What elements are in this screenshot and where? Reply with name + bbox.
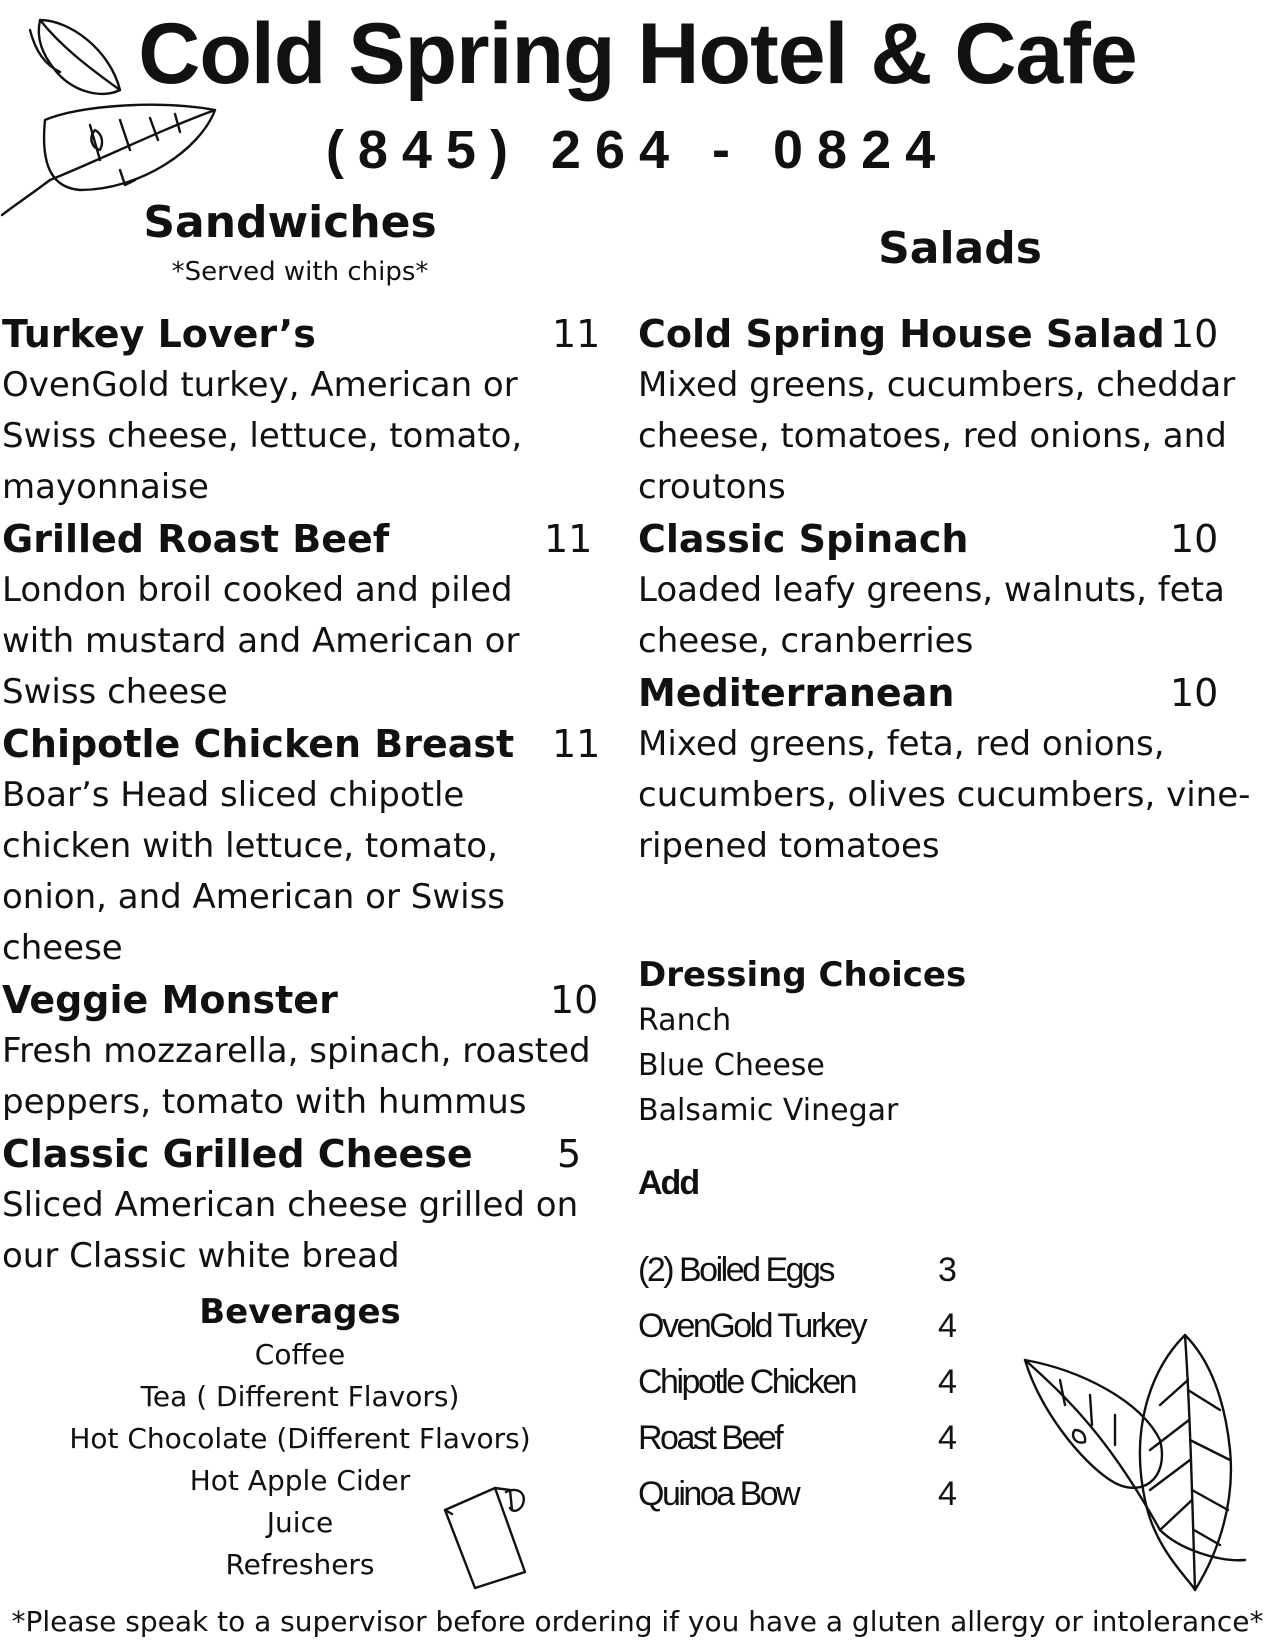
menu-item-mediterranean (638, 667, 1258, 872)
beverage-item: Hot Chocolate (Different Flavors) (69, 1422, 531, 1455)
pitcher-icon (440, 1480, 550, 1590)
add-on-item (638, 1410, 1038, 1466)
add-ons-section (638, 1158, 1038, 1522)
salads-list (638, 308, 1258, 872)
allergy-note: *Please speak to a supervisor before ordering if you have a gluten allergy or intolerance* (11, 1605, 1264, 1638)
add-on-item (638, 1298, 1038, 1354)
item-name: Classic Grilled Cheese (2, 1132, 473, 1176)
item-price: 10 (1170, 312, 1219, 356)
add-on-item (638, 1354, 1038, 1410)
item-name: Cold Spring House Salad (638, 312, 1165, 356)
add-on-item (638, 1466, 1038, 1522)
item-description: Boar’s Head sliced chipotle chicken with lettuce, tomato, onion, and American or Swiss cheese (2, 775, 505, 968)
beverage-item: Hot Apple Cider (189, 1464, 411, 1497)
sandwiches-subheading: *Served with chips* (171, 257, 429, 287)
beverage-item: Refreshers (225, 1548, 375, 1581)
add-heading: Add (638, 1164, 699, 1202)
beverage-item: Juice (266, 1506, 334, 1539)
item-description: Sliced American cheese grilled on our Classic white bread (2, 1185, 579, 1276)
dressing-item: Balsamic Vinegar (638, 1093, 899, 1128)
dressing-item: Blue Cheese (638, 1048, 825, 1083)
item-description: Fresh mozzarella, spinach, roasted peppers, tomato with hummus (2, 1031, 591, 1122)
item-price: 11 (544, 517, 593, 561)
menu-item-veggie-monster (2, 974, 600, 1128)
item-description: Mixed greens, feta, red onions, cucumbers, olives cucumbers, vine-ripened tomatoes (638, 724, 1251, 866)
item-name: Mediterranean (638, 671, 955, 715)
item-price: 10 (550, 978, 599, 1022)
sandwiches-heading: Sandwiches (143, 197, 437, 248)
add-on-price: 3 (938, 1251, 957, 1289)
item-price: 5 (557, 1132, 582, 1176)
item-name: Veggie Monster (2, 978, 338, 1022)
item-description: Mixed greens, cucumbers, cheddar cheese, tomatoes, red onions, and croutons (638, 365, 1236, 507)
menu-item-house-salad (638, 308, 1258, 513)
dressing-section (638, 952, 1138, 1133)
item-price: 11 (552, 312, 601, 356)
add-on-name: (2) Boiled Eggs (638, 1251, 833, 1289)
item-name: Turkey Lover’s (2, 312, 316, 356)
beverages-heading: Beverages (199, 1292, 401, 1332)
menu-item-turkey-lovers (2, 308, 600, 513)
salads-heading: Salads (878, 223, 1042, 274)
menu-item-chipotle-chicken-breast (2, 718, 600, 974)
dressing-heading: Dressing Choices (638, 955, 967, 995)
item-description: London broil cooked and piled with mustard and American or Swiss cheese (2, 570, 520, 712)
item-name: Classic Spinach (638, 517, 969, 561)
item-name: Grilled Roast Beef (2, 517, 390, 561)
item-description: OvenGold turkey, American or Swiss cheese, lettuce, tomato, mayonnaise (2, 365, 523, 507)
menu-item-classic-grilled-cheese (2, 1128, 600, 1282)
leaves-illustration-icon (1020, 1330, 1260, 1600)
add-on-price: 4 (938, 1363, 957, 1401)
menu-item-grilled-roast-beef (2, 513, 600, 718)
restaurant-title: Cold Spring Hotel & Cafe (138, 6, 1137, 102)
add-on-name: Quinoa Bow (638, 1475, 799, 1513)
sandwiches-list (2, 308, 600, 1282)
item-name: Chipotle Chicken Breast (2, 722, 515, 766)
add-on-price: 4 (938, 1475, 957, 1513)
dressing-item: Ranch (638, 1003, 732, 1038)
add-on-name: Roast Beef (638, 1419, 782, 1457)
item-description: Loaded leafy greens, walnuts, feta cheese, cranberries (638, 570, 1225, 661)
item-price: 10 (1170, 671, 1219, 715)
item-price: 11 (552, 722, 601, 766)
add-on-price: 4 (938, 1307, 957, 1345)
beverage-item: Tea ( Different Flavors) (140, 1380, 460, 1413)
item-price: 10 (1170, 517, 1219, 561)
add-on-item (638, 1242, 1038, 1298)
menu-item-classic-spinach (638, 513, 1258, 667)
phone-number: (845) 264 - 0824 (325, 120, 950, 180)
add-on-price: 4 (938, 1419, 957, 1457)
add-on-name: OvenGold Turkey (638, 1307, 866, 1345)
add-on-name: Chipotle Chicken (638, 1363, 856, 1401)
beverage-item: Coffee (254, 1338, 346, 1371)
